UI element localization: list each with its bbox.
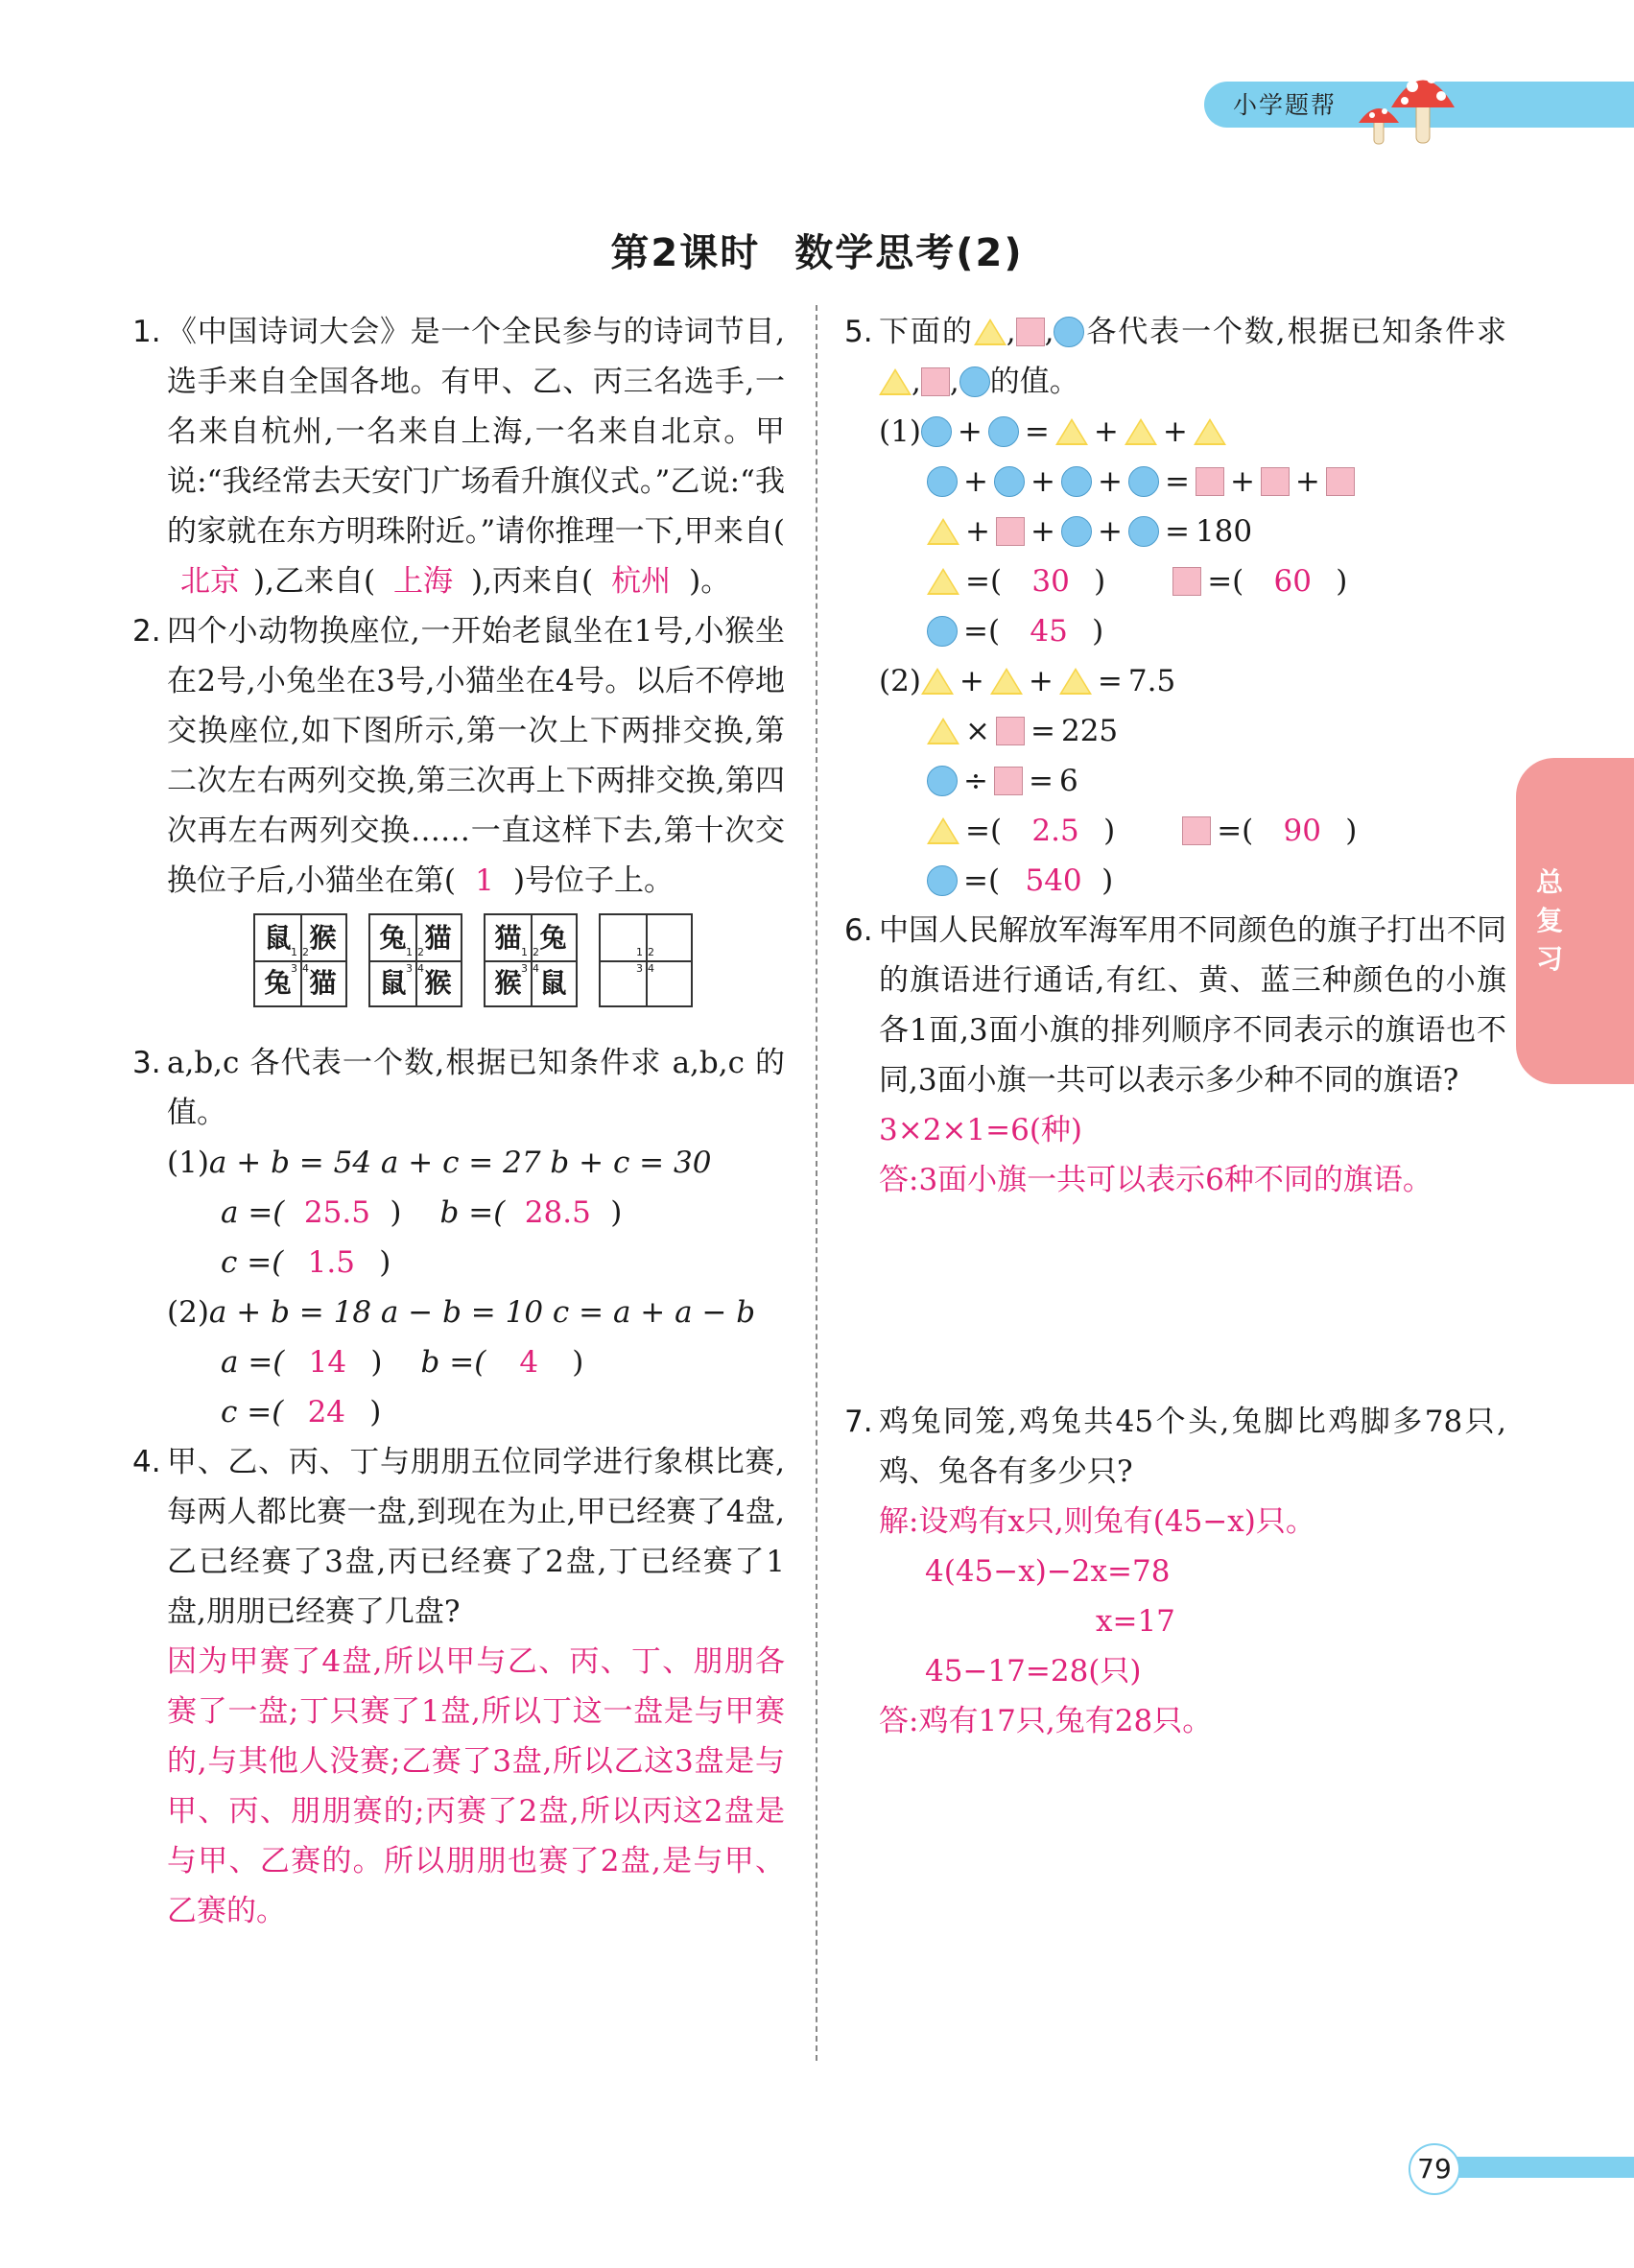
- q1-answer-1: 北京: [180, 564, 240, 599]
- question-7: [844, 1397, 1506, 1746]
- q5-p2-triangle: 2.5: [1031, 814, 1079, 848]
- question-text: 中国人民解放军海军用不同颜色的旗子打出不同的旗语进行通话,有红、黄、蓝三种颜色的小旗各1面,3面小旗的排列顺序不同表示的旗语也不同,3面小旗一共可以表示多少种不同的旗语?: [879, 913, 1506, 1098]
- q5-p2-e3: 6: [1058, 764, 1078, 798]
- seat-number: 1: [521, 946, 528, 958]
- q3-p2-ab: [221, 1337, 785, 1387]
- side-tab-label: 总复习: [1535, 866, 1563, 975]
- square-icon: [921, 367, 950, 396]
- q5-p2-circle: 540: [1025, 863, 1082, 898]
- q3-part-2: [167, 1288, 785, 1337]
- q7-line-1: 解:设鸡有x只,则兔有(45−x)只。: [879, 1504, 1315, 1539]
- seat-number: 4: [648, 962, 654, 975]
- question-number: 1.: [132, 315, 161, 349]
- seat-grid-2: [368, 913, 462, 1007]
- q7-line-5: 答:鸡有17只,兔有28只。: [879, 1704, 1213, 1738]
- seat-number: 1: [291, 946, 297, 958]
- close-paren: ): [370, 1345, 383, 1380]
- q1-answer-2: 上海: [393, 564, 454, 599]
- square-icon: [1182, 816, 1211, 845]
- triangle-icon: [879, 368, 912, 395]
- question-1: [132, 307, 785, 606]
- seat-number: 3: [636, 962, 643, 975]
- circle-icon: [994, 466, 1025, 497]
- q1-end: )。: [689, 564, 731, 599]
- q1-answer-3: 杭州: [611, 564, 672, 599]
- q5-p2-eq3: ÷ = 6: [927, 756, 1506, 806]
- triangle-icon: [1194, 418, 1226, 445]
- q5-p2-ans-row2: =( 540 ): [927, 856, 1506, 906]
- seat-number: 2: [648, 946, 654, 958]
- q3-p1-b: 28.5: [524, 1195, 591, 1230]
- q5-p1-ans-row2: =( 45 ): [927, 606, 1506, 656]
- square-icon: [1261, 467, 1290, 496]
- square-icon: [994, 767, 1023, 795]
- seat-cell: 猫: [494, 921, 522, 954]
- q3-p1-a: 25.5: [303, 1195, 370, 1230]
- lesson-label: 第2课时: [610, 231, 761, 275]
- eq-label: c =(: [221, 1395, 284, 1429]
- seat-cell: 猴: [424, 966, 452, 999]
- question-text: 鸡兔同笼,鸡兔共45个头,兔脚比鸡脚多78只,鸡、兔各有多少只?: [879, 1405, 1506, 1489]
- seat-number: 1: [406, 946, 413, 958]
- question-3: [132, 1038, 785, 1437]
- q5-p1-triangle: 30: [1031, 564, 1070, 599]
- q4-answer: 因为甲赛了4盘,所以甲与乙、丙、丁、朋朋各赛了一盘;丁只赛了1盘,所以丁这一盘是与甲赛的,与其他人没赛;乙赛了3盘,所以乙这3盘是与甲、丙、朋朋赛的;丙赛了2盘,所以丙这2盘是与甲、乙赛的。所以朋朋也赛了2盘,是与甲、乙赛的。: [167, 1644, 785, 1928]
- q5-text-b: 各代表一个数,根据已知条件求: [1084, 315, 1507, 349]
- triangle-icon: [921, 668, 954, 695]
- triangle-icon: [990, 668, 1023, 695]
- q5-p2-eq1: (2) + + = 7.5: [879, 664, 1176, 698]
- question-2: [132, 606, 785, 1038]
- q3-p2-conditions: a + b = 18 a − b = 10 c = a + a − b: [208, 1295, 756, 1330]
- q2-text: 四个小动物换座位,一开始老鼠坐在1号,小猴坐在2号,小兔坐在3号,小猫坐在4号。以后不停地交换座位,如下图所示,第一次上下两排交换,第二次左右两列交换,第三次再上下两排交换,第四次再左右两列交换……一直这样下去,第十次交换位子后,小猫坐在第(: [167, 614, 785, 898]
- seat-grid-3: [484, 913, 578, 1007]
- square-icon: [1326, 467, 1355, 496]
- left-column: [132, 307, 785, 1936]
- seat-number: 2: [533, 946, 539, 958]
- q3-p2-b: 4: [519, 1345, 539, 1380]
- close-paren: ): [610, 1195, 623, 1230]
- topic-label: 数学思考(2): [794, 231, 1024, 275]
- seat-number: 3: [521, 962, 528, 975]
- triangle-icon: [927, 518, 959, 545]
- question-4: [132, 1437, 785, 1936]
- question-6: [844, 906, 1506, 1205]
- seat-grid-4: [599, 913, 693, 1007]
- right-column: [844, 307, 1506, 1746]
- circle-icon: [1128, 516, 1159, 547]
- circle-icon: [921, 416, 952, 447]
- seat-cell: 兔: [539, 921, 567, 954]
- column-divider: [816, 305, 817, 2061]
- seat-number: 4: [533, 962, 539, 975]
- seat-cell: 兔: [264, 966, 292, 999]
- q5-p2-square: 90: [1283, 814, 1321, 848]
- eq-label: b =(: [420, 1345, 486, 1380]
- close-paren: ): [572, 1345, 584, 1380]
- triangle-icon: [974, 319, 1006, 345]
- question-text: a,b,c 各代表一个数,根据已知条件求 a,b,c 的值。: [167, 1046, 785, 1130]
- seat-number: 4: [302, 962, 309, 975]
- circle-icon: [1128, 466, 1159, 497]
- q5-p2-eq2: × = 225: [927, 706, 1506, 756]
- question-number: 6.: [844, 913, 873, 948]
- q7-line-2: 4(45−x)−2x=78: [925, 1554, 1171, 1589]
- seat-number: 4: [417, 962, 424, 975]
- q3-part-1: [167, 1138, 785, 1188]
- square-icon: [996, 717, 1025, 745]
- seat-cell: 猫: [309, 966, 337, 999]
- q5-p1-eq2: + + + = + +: [927, 457, 1506, 507]
- q3-p2-a: 14: [308, 1345, 347, 1380]
- question-5: [844, 307, 1506, 906]
- q5-p1-eq3: + + + = 180: [927, 507, 1506, 556]
- q3-p1-ab: [221, 1188, 785, 1238]
- close-paren: ): [379, 1245, 391, 1280]
- q3-p2-c-val: 24: [307, 1395, 346, 1429]
- seat-cell: 猫: [424, 921, 452, 954]
- q5-p2-e2: 225: [1060, 714, 1119, 748]
- question-number: 5.: [844, 315, 873, 349]
- seat-cell: 猴: [494, 966, 522, 999]
- q1-mid-2: ),丙来自(: [471, 564, 594, 599]
- page-title: [0, 223, 1634, 277]
- seat-number: 3: [406, 962, 413, 975]
- side-tab: [1516, 758, 1634, 1084]
- circle-icon: [1054, 317, 1084, 347]
- triangle-icon: [927, 718, 959, 744]
- part-label: (2): [167, 1295, 209, 1330]
- page-number: 79: [1409, 2143, 1460, 2195]
- seat-grid-1: [253, 913, 347, 1007]
- eq-label: a =(: [221, 1345, 285, 1380]
- q2-answer: 1: [475, 863, 494, 898]
- question-text: 甲、乙、丙、丁与朋朋五位同学进行象棋比赛,每两人都比赛一盘,到现在为止,甲已经赛了4盘,乙已经赛了3盘,丙已经赛了2盘,丁已经赛了1盘,朋朋已经赛了几盘?: [167, 1445, 785, 1629]
- q7-line-4: 45−17=28(只): [925, 1654, 1142, 1689]
- q3-p2-c: [221, 1387, 785, 1437]
- seat-cell: 兔: [379, 921, 407, 954]
- mushroom-icon: [1353, 58, 1463, 149]
- question-number: 4.: [132, 1445, 161, 1479]
- q2-end: )号位子上。: [512, 863, 675, 898]
- q5-text-c: 的值。: [989, 365, 1079, 399]
- circle-icon: [927, 865, 958, 896]
- q5-p2-ans-row1: =( 2.5 ) =( 90 ): [927, 806, 1506, 856]
- question-text: 下面的 , , 各代表一个数,根据已知条件求, , 的值。: [879, 315, 1507, 399]
- question-number: 7.: [844, 1405, 873, 1439]
- triangle-icon: [1059, 668, 1092, 695]
- circle-icon: [1061, 516, 1092, 547]
- close-paren: ): [369, 1395, 382, 1429]
- question-number: 3.: [132, 1046, 161, 1080]
- q7-line-3: x=17: [1096, 1604, 1175, 1639]
- seat-cell: 鼠: [539, 966, 567, 999]
- seat-number: 3: [291, 962, 297, 975]
- q1-mid-1: ),乙来自(: [253, 564, 376, 599]
- q5-p1-ans-row1: =( 30 ) =( 60 ): [927, 556, 1506, 606]
- seat-diagram: [253, 913, 785, 1038]
- eq-label: b =(: [439, 1195, 506, 1230]
- seat-number: 2: [417, 946, 424, 958]
- q5-p1-circle: 45: [1030, 614, 1068, 649]
- q6-answer: 答:3面小旗一共可以表示6种不同的旗语。: [879, 1163, 1433, 1197]
- seat-cell: 猴: [309, 921, 337, 954]
- header-label: 小学题帮: [1233, 91, 1338, 119]
- question-text: [167, 307, 785, 606]
- circle-icon: [959, 366, 990, 397]
- square-icon: [1172, 567, 1201, 596]
- q3-p1-c: [221, 1238, 785, 1288]
- circle-icon: [927, 766, 958, 796]
- part-label: (1): [879, 414, 921, 449]
- square-icon: [996, 517, 1025, 546]
- triangle-icon: [927, 568, 959, 595]
- circle-icon: [927, 466, 958, 497]
- q6-calc: 3×2×1=6(种): [879, 1113, 1083, 1147]
- square-icon: [1016, 318, 1045, 346]
- q5-p1-sum: 180: [1195, 514, 1253, 549]
- seat-cell: 鼠: [379, 966, 407, 999]
- q3-p1-c-val: 1.5: [307, 1245, 355, 1280]
- eq-label: c =(: [221, 1245, 284, 1280]
- part-label: (2): [879, 664, 921, 698]
- circle-icon: [1061, 466, 1092, 497]
- q1-text: 《中国诗词大会》是一个全民参与的诗词节目,选手来自全国各地。有甲、乙、丙三名选手,一名来自杭州,一名来自上海,一名来自北京。甲说:“我经常去天安门广场看升旗仪式。”乙说:“我的家就在东方明珠附近。”请你推理一下,甲来自(: [167, 315, 785, 549]
- q5-p1-square: 60: [1273, 564, 1312, 599]
- circle-icon: [927, 616, 958, 647]
- q5-p2-e1: 7.5: [1127, 664, 1176, 698]
- part-label: (1): [167, 1146, 209, 1180]
- question-number: 2.: [132, 614, 161, 649]
- circle-icon: [988, 416, 1019, 447]
- q3-p1-conditions: a + b = 54 a + c = 27 b + c = 30: [208, 1146, 712, 1180]
- triangle-icon: [1055, 418, 1088, 445]
- square-icon: [1196, 467, 1224, 496]
- triangle-icon: [927, 817, 959, 844]
- close-paren: ): [390, 1195, 402, 1230]
- seat-number: 1: [636, 946, 643, 958]
- eq-label: a =(: [221, 1195, 285, 1230]
- seat-number: 2: [302, 946, 309, 958]
- seat-cell: 鼠: [264, 921, 292, 954]
- triangle-icon: [1125, 418, 1157, 445]
- q5-text-a: 下面的: [879, 315, 974, 349]
- question-text: [167, 606, 785, 906]
- q5-p1-eq1: (1) + = + +: [879, 407, 1506, 457]
